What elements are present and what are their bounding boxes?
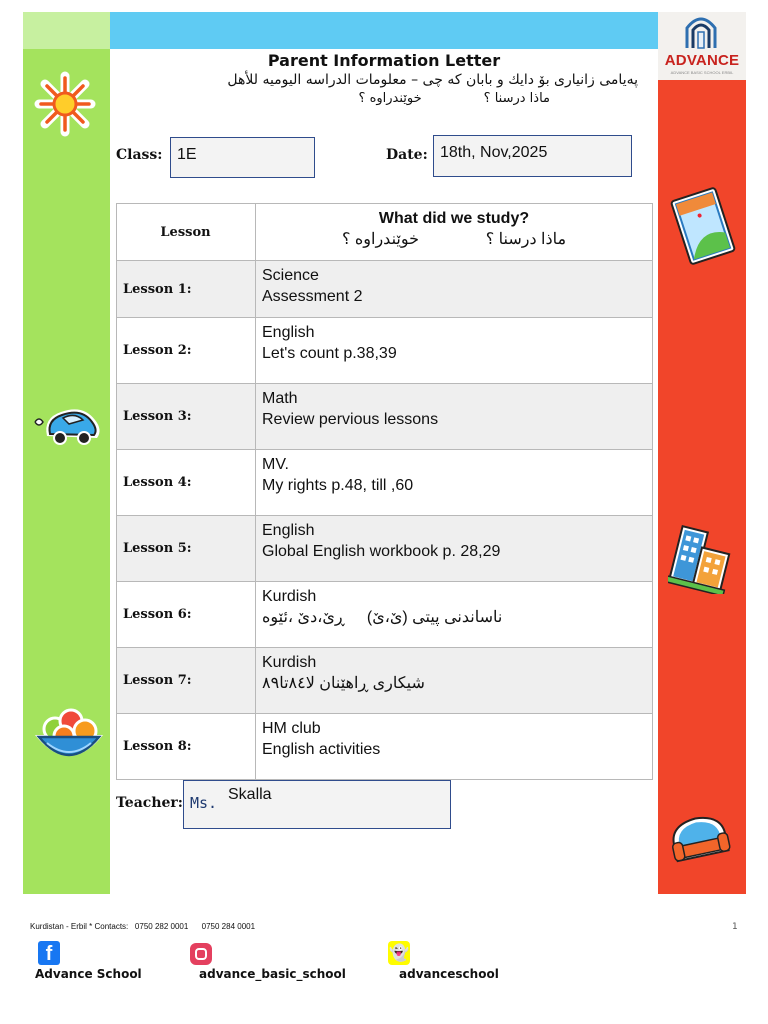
snapchat-label[interactable]: advanceschool (399, 967, 499, 981)
lesson-content[interactable] (256, 648, 653, 714)
lesson-detail: Review pervious lessons (262, 411, 439, 428)
lesson-subject: HM club (262, 720, 321, 737)
car-icon (33, 400, 105, 450)
lesson-label: Lesson 1: (117, 261, 256, 318)
lesson-subject: Kurdish (262, 588, 317, 605)
lesson-content[interactable] (256, 261, 653, 318)
page-number: 1 (732, 922, 738, 932)
logo-tagline: ADVANCE BASIC SCHOOL ERBIL (670, 70, 734, 75)
teacher-name: Skalla (228, 786, 272, 803)
table-header-row (117, 204, 653, 261)
top-band (110, 12, 658, 49)
lesson-label: Lesson 2: (117, 318, 256, 384)
top-left-band (23, 12, 110, 49)
teacher-field[interactable] (183, 780, 451, 829)
table-row (117, 582, 653, 648)
facebook-icon[interactable]: f (38, 941, 60, 965)
lesson-detail: English activities (262, 741, 381, 758)
buildings-icon (668, 518, 738, 594)
instagram-lens (195, 948, 207, 960)
lesson-label: Lesson 8: (117, 714, 256, 780)
subtitle-kurdish-arabic: پەیامی زانیاری بۆ دایك و بابان كه چی – معلومات الدراسه اليوميه للأهل (227, 72, 638, 88)
lesson-content[interactable] (256, 318, 653, 384)
school-logo-icon (684, 14, 718, 50)
date-label: Date: (386, 147, 428, 163)
fruit-bowl-icon (31, 705, 107, 771)
subtitle-question: ماذا درسنا ؟ خوێندراوه ؟ (358, 91, 550, 106)
teacher-label: Teacher: (116, 795, 183, 811)
header-study-en: What did we study? (378, 210, 530, 227)
lesson-label: Lesson 4: (117, 450, 256, 516)
teacher-prefix: Ms. (190, 794, 218, 812)
lessons-table (116, 203, 653, 780)
lesson-label: Lesson 6: (117, 582, 256, 648)
lesson-detail: Global English workbook p. 28,29 (262, 543, 501, 560)
lesson-detail: Let's count p.38,39 (262, 345, 397, 362)
sofa-icon (668, 812, 732, 870)
class-label: Class: (116, 147, 163, 163)
lesson-subject: English (262, 324, 315, 341)
lesson-subject: Science (262, 267, 319, 284)
date-field[interactable]: 18th, Nov,2025 (433, 135, 632, 177)
header-study-ku: ماذا درسنا ؟ خوێندراوه ؟ (341, 231, 567, 248)
lesson-content[interactable] (256, 384, 653, 450)
header-study (256, 204, 653, 261)
lesson-label: Lesson 3: (117, 384, 256, 450)
lesson-detail: My rights p.48, till ,60 (262, 477, 414, 494)
instagram-label[interactable]: advance_basic_school (199, 967, 346, 981)
lesson-subject: Math (262, 390, 298, 407)
lesson-subject: Kurdish (262, 654, 317, 671)
lesson-label: Lesson 7: (117, 648, 256, 714)
table-row (117, 261, 653, 318)
lesson-subject: MV. (262, 456, 289, 473)
lesson-detail: ناساندنی پیتی (ێ،ێ) ڕێ،دێ ،ئێوه (262, 609, 503, 626)
lesson-content[interactable] (256, 582, 653, 648)
lesson-detail: شیکاری ڕاهێنان لا٨٤تا٨٩ (262, 675, 425, 692)
table-row (117, 450, 653, 516)
class-field[interactable]: 1E (170, 137, 315, 178)
table-row (117, 318, 653, 384)
snapchat-icon[interactable]: 👻 (388, 941, 410, 965)
table-row (117, 384, 653, 450)
table-row (117, 714, 653, 780)
lesson-content[interactable] (256, 516, 653, 582)
table-row (117, 516, 653, 582)
table-row (117, 648, 653, 714)
facebook-label[interactable]: Advance School (35, 967, 142, 981)
logo-text: ADVANCE (664, 52, 740, 69)
lesson-content[interactable] (256, 450, 653, 516)
right-band (658, 12, 746, 894)
header-lesson: Lesson (117, 204, 256, 261)
page-title: Parent Information Letter (267, 51, 501, 70)
footer-contacts: Kurdistan - Erbil * Contacts: 0750 282 0001 0750 284 0001 (30, 922, 256, 931)
window-icon (668, 185, 738, 267)
sun-icon (33, 70, 97, 138)
lesson-detail: Assessment 2 (262, 288, 363, 305)
lesson-label: Lesson 5: (117, 516, 256, 582)
lesson-subject: English (262, 522, 315, 539)
lesson-content[interactable] (256, 714, 653, 780)
